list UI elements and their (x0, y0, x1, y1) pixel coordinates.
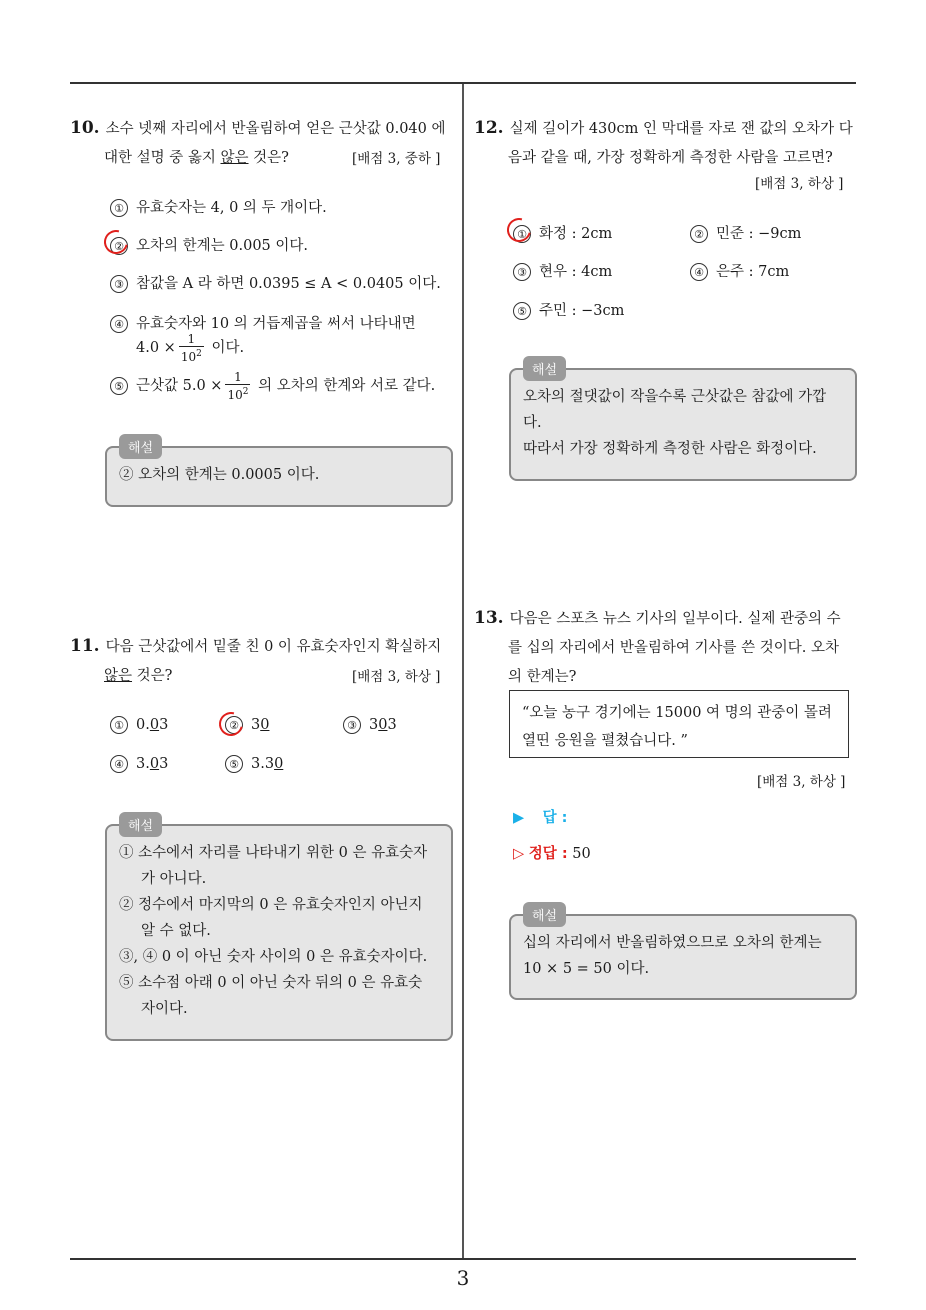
underlined-word: 않은 (220, 150, 249, 166)
solution-tag: 해설 (119, 812, 162, 837)
question-11: 11. 다음 근삿값에서 밑줄 친 0 이 유효숫자인지 확실하지 않은 것은? (70, 636, 442, 684)
solution-tag: 해설 (523, 902, 566, 927)
solution-box: 해설 십의 자리에서 반올림하였으므로 오차의 한계는 10 × 5 = 50 이다. (509, 914, 857, 1000)
score-meta: [배점 3, 중하 ] (352, 151, 441, 167)
question-number: 12. (474, 118, 504, 138)
solution-box: 해설 ② 오차의 한계는 0.0005 이다. (105, 446, 453, 507)
score-meta: [배점 3, 하상 ] (755, 176, 844, 192)
selected-mark (215, 708, 248, 741)
option-5[interactable]: ⑤ 근삿값 5.0 × $\frac{1}{10^2}$ 의 오차의 한계와 서로 같다. (110, 370, 435, 402)
option-5[interactable]: ⑤ 3.30 (225, 755, 283, 773)
solution-box: 해설 오차의 절댓값이 작을수록 근삿값은 참값에 가깝 다. 따라서 가장 정확하게 측정한 사람은 화정이다. (509, 368, 857, 481)
question-number: 11. (70, 636, 100, 656)
play-arrow-icon: ▶ (513, 810, 525, 826)
solution-box: 해설 ① 소수에서 자리를 나타내기 위한 0 은 유효숫자 가 아니다. ② 정수에서 마지막의 0 은 유효숫자인지 아닌지 알 수 없다. ③, ④ 0 이 아닌 숫자 사이의 0 은 유효숫자이다. ⑤ 소수점 아래 0 이 아닌 숫자 뒤의 0 은 유효숫 자이다. (105, 824, 453, 1041)
option-1[interactable]: ① 0.03 (110, 716, 168, 734)
question-10: 10. 소수 넷째 자리에서 반올림하여 얻은 근삿값 0.040 에 대한 설명 중 옳지 않은 것은? (70, 118, 446, 166)
page-number: 3 (456, 1266, 470, 1290)
column-divider (462, 84, 464, 1258)
option-3[interactable]: ③ 303 (343, 716, 397, 734)
fraction: $\frac{1}{10^2}$ (180, 332, 202, 364)
correct-value: 50 (572, 846, 591, 862)
correct-answer-row (513, 842, 591, 863)
option-3[interactable]: ③ 참값을 A 라 하면 0.0395 ≤ A < 0.0405 이다. (110, 272, 441, 293)
underlined-word: 않은 (104, 668, 133, 684)
correct-label: 정답 : (528, 846, 568, 862)
option-2[interactable]: ② 30 (225, 716, 269, 734)
option-2[interactable]: ② 민준 : −9cm (690, 222, 801, 243)
question-12: 12. 실제 길이가 430cm 인 막대를 자로 잰 값의 오차가 다 음과 같을 때, 가장 정확하게 측정한 사람을 고르면? (474, 118, 853, 166)
option-5[interactable]: ⑤ 주민 : −3cm (513, 299, 624, 320)
answer-row (513, 806, 567, 827)
option-1[interactable]: ① 유효숫자는 4, 0 의 두 개이다. (110, 196, 327, 217)
option-4[interactable]: ④ 은주 : 7cm (690, 260, 789, 281)
option-4[interactable]: ④ 3.03 (110, 755, 168, 773)
question-number: 13. (474, 608, 504, 628)
option-4-continued: 4.0 × $\frac{1}{10^2}$ 이다. (136, 332, 245, 364)
option-3[interactable]: ③ 현우 : 4cm (513, 260, 612, 281)
bottom-rule (70, 1258, 856, 1260)
option-2[interactable]: ② 오차의 한계는 0.005 이다. (110, 234, 308, 255)
option-1[interactable]: ① 화정 : 2cm (513, 222, 612, 243)
question-text: 실제 길이가 430cm 인 막대를 자로 잰 값의 오차가 다 (509, 121, 853, 137)
option-4[interactable]: ④ 유효숫자와 10 의 거듭제곱을 써서 나타내면 (110, 312, 416, 333)
fraction: $\frac{1}{10^2}$ (227, 370, 249, 402)
answer-label: 답 : (542, 810, 568, 826)
question-text: 다음은 스포츠 뉴스 기사의 일부이다. 실제 관중의 수 (509, 611, 841, 627)
score-meta: [배점 3, 하상 ] (757, 774, 846, 790)
solution-tag: 해설 (523, 356, 566, 381)
quote-box: “오늘 농구 경기에는 15000 여 명의 관중이 몰려 열띤 응원을 펼쳤습니다. ” (509, 690, 849, 758)
score-meta: [배점 3, 하상 ] (352, 669, 441, 685)
question-text: 다음 근삿값에서 밑줄 친 0 이 유효숫자인지 확실하지 (105, 639, 442, 655)
solution-tag: 해설 (119, 434, 162, 459)
question-text: 소수 넷째 자리에서 반올림하여 얻은 근삿값 0.040 에 (105, 121, 446, 137)
question-13: 13. 다음은 스포츠 뉴스 기사의 일부이다. 실제 관중의 수 를 십의 자리에서 반올림하여 기사를 쓴 것이다. 오차 의 한계는? (474, 608, 841, 685)
question-number: 10. (70, 118, 100, 138)
triangle-icon: ▷ (513, 846, 525, 862)
